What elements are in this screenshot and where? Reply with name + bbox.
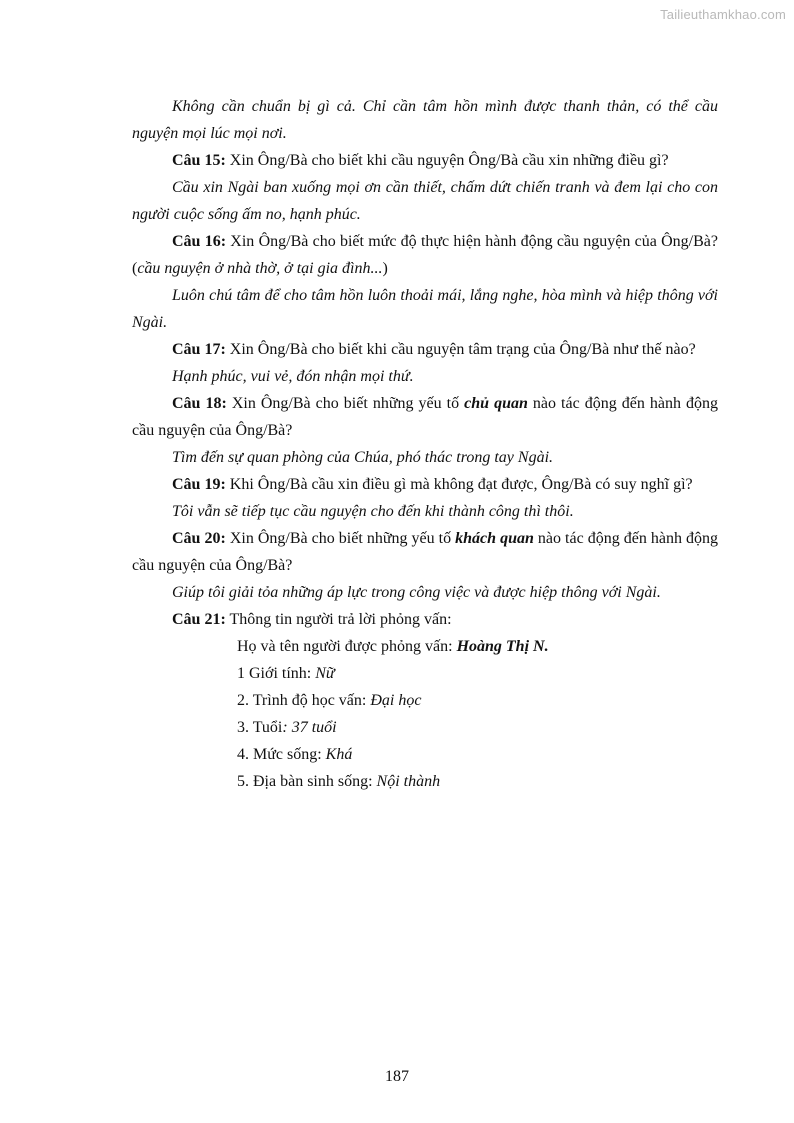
page-number: 187 — [385, 1068, 409, 1085]
field-value: Nội thành — [376, 773, 441, 790]
respondent-area — [237, 768, 718, 795]
question-text: Khi Ông/Bà cầu xin điều gì mà không đạt được, Ông/Bà có suy nghĩ gì? — [225, 476, 693, 493]
question-note: cầu nguyện ở nhà thờ, ở tại gia đình... — [137, 260, 383, 277]
field-value: Khá — [325, 746, 353, 763]
question-text: Xin Ông/Bà cho biết khi cầu nguyện Ông/Bà cầu xin những điều gì? — [225, 152, 669, 169]
question-18 — [132, 390, 718, 444]
question-label: Câu 19: — [172, 476, 226, 493]
question-21 — [132, 606, 718, 633]
question-label: Câu 15: — [172, 152, 226, 169]
field-value: Hoàng Thị N. — [456, 638, 549, 655]
page-body — [132, 93, 718, 795]
question-close: ) — [382, 260, 388, 277]
question-19 — [132, 471, 718, 498]
field-value: Đại học — [370, 692, 422, 709]
question-label: Câu 16: — [172, 233, 227, 250]
field-label: 4. Mức sống: — [237, 746, 326, 763]
question-text: Thông tin người trả lời phỏng vấn: — [225, 611, 452, 628]
question-text: Xin Ông/Bà cho biết những yếu tố — [226, 395, 465, 412]
respondent-info — [237, 633, 718, 795]
question-16 — [132, 228, 718, 282]
respondent-living-standard — [237, 741, 718, 768]
respondent-name — [237, 633, 718, 660]
answer-14: Không cần chuẩn bị gì cả. Chỉ cần tâm hồn mình được thanh thản, có thể cầu nguyện mọi lúc mọi nơi. — [132, 98, 718, 142]
answer-15: Cầu xin Ngài ban xuống mọi ơn cần thiết, chấm dứt chiến tranh và đem lại cho con người cuộc sống ấm no, hạnh phúc. — [132, 179, 718, 223]
question-emphasis: khách quan — [455, 530, 534, 547]
answer-19: Tôi vẫn sẽ tiếp tục cầu nguyện cho đến khi thành công thì thôi. — [172, 503, 574, 520]
question-text-after: nào tác động đến hành động cầu nguyện của Ông/Bà? — [132, 530, 719, 574]
field-value: : 37 tuổi — [282, 719, 337, 736]
question-emphasis: chủ quan — [464, 395, 528, 412]
watermark: Tailieuthamkhao.com — [660, 7, 786, 22]
field-label: 3. Tuổi — [237, 719, 283, 736]
field-label: Họ và tên người được phỏng vấn: — [237, 638, 457, 655]
question-text: Xin Ông/Bà cho biết những yếu tố — [225, 530, 456, 547]
field-label: 1 Giới tính: — [237, 665, 316, 682]
respondent-age — [237, 714, 718, 741]
question-20 — [132, 525, 718, 579]
answer-20: Giúp tôi giải tỏa những áp lực trong công việc và được hiệp thông với Ngài. — [172, 584, 661, 601]
field-label: 2. Trình độ học vấn: — [237, 692, 371, 709]
question-label: Câu 21: — [172, 611, 226, 628]
answer-17: Hạnh phúc, vui vẻ, đón nhận mọi thứ. — [172, 368, 414, 385]
question-15 — [132, 147, 718, 174]
question-label: Câu 20: — [172, 530, 226, 547]
respondent-gender — [237, 660, 718, 687]
question-text: Xin Ông/Bà cho biết mức độ thực hiện hành động cầu nguyện của Ông/Bà? ( — [132, 233, 718, 277]
question-label: Câu 18: — [172, 395, 227, 412]
question-label: Câu 17: — [172, 341, 226, 358]
question-text-after: nào tác động đến hành động cầu nguyện của Ông/Bà? — [132, 395, 719, 439]
respondent-education — [237, 687, 718, 714]
answer-18: Tìm đến sự quan phòng của Chúa, phó thác trong tay Ngài. — [172, 449, 554, 466]
field-value: Nữ — [315, 665, 335, 682]
question-17 — [132, 336, 718, 363]
answer-16: Luôn chú tâm để cho tâm hồn luôn thoải mái, lắng nghe, hòa mình và hiệp thông với Ngài. — [132, 287, 718, 331]
question-text: Xin Ông/Bà cho biết khi cầu nguyện tâm trạng của Ông/Bà như thế nào? — [225, 341, 696, 358]
field-label: 5. Địa bàn sinh sống: — [237, 773, 377, 790]
